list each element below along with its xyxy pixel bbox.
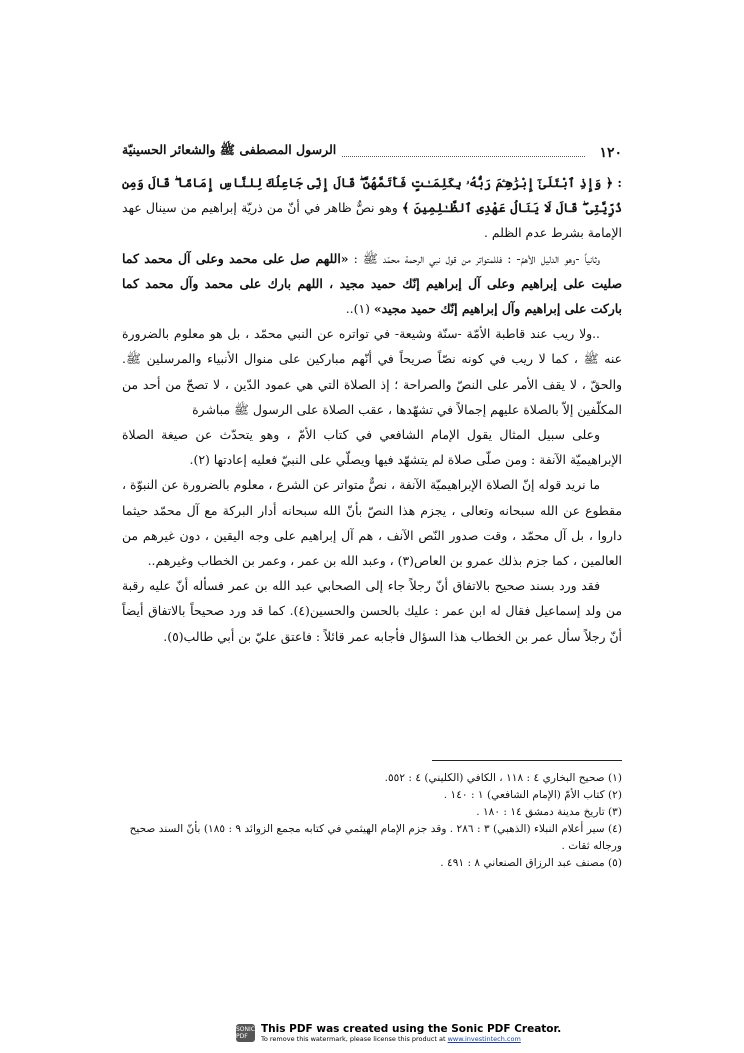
- paragraph-text: وعلى سبيل المثال يقول الإمام الشافعي في كتاب الأمّ ، وهو يتحدّث عن صيغة الصلاة الإبراهيميّة الآنفة :: [122, 427, 622, 468]
- main-text: [122, 170, 622, 649]
- sonic-pdf-logo-icon: SONIC PDF: [236, 1026, 255, 1040]
- quran-verse: : ﴿ وَإِذِ ٱبْتَلَىٰٓ إِبْرَٰهِـۧمَ رَبُّهُۥ بِكَلِمَـٰتٍ فَأَتَمَّهُنَّ ۖ قَالَ إِنِّى جَاعِلُكَ لِلنَّاسِ إِمَامًا ۖ قَالَ وَمِن ذُرِّيَّتِى ۖ قَالَ لَا يَنَالُ عَهْدِى ٱلظَّـٰلِمِينَ ﴾: [122, 175, 622, 216]
- watermark-link[interactable]: www.investintech.com: [447, 1034, 521, 1043]
- pdf-watermark: [236, 1022, 562, 1044]
- paragraph-text: وثانياً -وهو الدليل الأهمّ- : فللمتواتر من قول نبي الرحمة محمّد ﷺ :: [348, 250, 600, 266]
- footnote-divider: [432, 760, 622, 761]
- paragraph-ibrahimi: ما نريد قوله إنّ الصلاة الإبراهيميّة الآنفة ، نصٌّ متواتر عن الشرع ، معلوم بالضرورة عن النبوّة ، مقطوع عن الله سبحانه وتعالى ، يجزم هذا النصّ بأنّ الله سبحانه أدار البركة مع آل محمّد حيثما داروا ، بل آل محمّد ، وقت صدور النّص الآنف ، هم آل إبراهيم على وجه اليقين ، دون غيرهم من العالمين ، كما جزم بذلك عمرو بن العاص(٣) ، وعبد الله بن عمر ، وعمر بن الخطاب وغيرهم..: [122, 477, 622, 569]
- running-header: [122, 141, 622, 161]
- footnote: (٣) تاريخ مدينة دمشق ١٤ : ١٨٠ .: [476, 806, 622, 818]
- watermark-text: [261, 1023, 561, 1044]
- footnotes: [122, 770, 622, 872]
- watermark-line2: [261, 1035, 561, 1044]
- footnote: (٤) سير أعلام النبلاء (الذهبي) ٣ : ٢٨٦ . وقد جزم الإمام الهيثمي في كتابه مجمع الزوائد ٩ : ١٨٥) بأنّ السند صحيح ورجاله ثقات .: [129, 823, 622, 852]
- footnote-ref: (١)..: [345, 301, 374, 317]
- footnote: (٥) مصنف عبد الرزاق الصنعاني ٨ : ٤٩١ .: [440, 857, 622, 869]
- paragraph-tawatur: ..ولا ريب عند قاطبة الأمّة -سنّة وشيعة- في تواتره عن النبي محمّد ، بل هو معلوم بالضرورة عنه ﷺ ، كما لا ريب في كونه نصّاً صريحاً في أنّهم مباركين على منوال الأنبياء والمرسلين ﷺ. والحقّ ، لا يقف الأمر على النصّ والصراحة ؛ إذ الصلاة التي هي عمود الدّين ، لا تصحّ من أحد من المكلّفين إلاّ بالصلاة عليهم إجمالاً في تشهّدها ، عقب الصلاة على الرسول ﷺ مباشرة: [122, 326, 622, 417]
- footnote: (٢) كتاب الأمّ (الإمام الشافعي) ١ : ١٤٠ .: [443, 789, 622, 801]
- running-title: الرسول المصطفى ﷺ والشعائر الحسينيّة: [122, 142, 337, 157]
- paragraph-text: وهو نصٌّ ظاهر في أنّ من ذريّة إبراهيم من سينال عهد الإمامة بشرط عدم الظلم .: [122, 200, 622, 241]
- paragraph-shafii: [122, 422, 622, 472]
- page-number: ١٢٠: [599, 145, 622, 161]
- watermark-line2-prefix: To remove this watermark, please license this product at: [260, 1034, 448, 1043]
- paragraph-second-evidence: [122, 246, 622, 322]
- shafii-quote: ومن صلّى صلاة لم يتشهّد فيها ويصلّي على النبيّ فعليه إعادتها: [213, 452, 528, 468]
- footnote-ref: (٢).: [189, 452, 214, 468]
- footnote: (١) صحيح البخاري ٤ : ١١٨ ، الكافي (الكليني) ٤ : ٥٥٢.: [384, 772, 622, 784]
- header-dot-leader: [342, 156, 585, 157]
- watermark-line1: This PDF was created using the Sonic PDF Creator.: [260, 1022, 562, 1035]
- paragraph-quran: [122, 170, 622, 246]
- paragraph-narrations: فقد ورد بسند صحيح بالاتفاق أنّ رجلاً جاء إلى الصحابي عبد الله بن عمر فسأله أنّ عليه رقبة من ولد إسماعيل فقال له ابن عمر : عليك بالحسن والحسين(٤). كما قد ورد صحيحاً بالاتفاق أيضاً أنّ رجلاً سأل عمر بن الخطاب هذا السؤال فأجابه عمر قائلاً : فاعتق عليّ بن أبي طالب(٥).: [122, 578, 622, 644]
- salawat-quote: «اللهم صل على محمد وعلى آل محمد كما صليت على إبراهيم وعلى آل إبراهيم إنّك حميد مجيد ، اللهم بارك على محمد وآل محمد كما باركت على إبراهيم وآل إبراهيم إنّك حميد مجيد»: [122, 250, 622, 317]
